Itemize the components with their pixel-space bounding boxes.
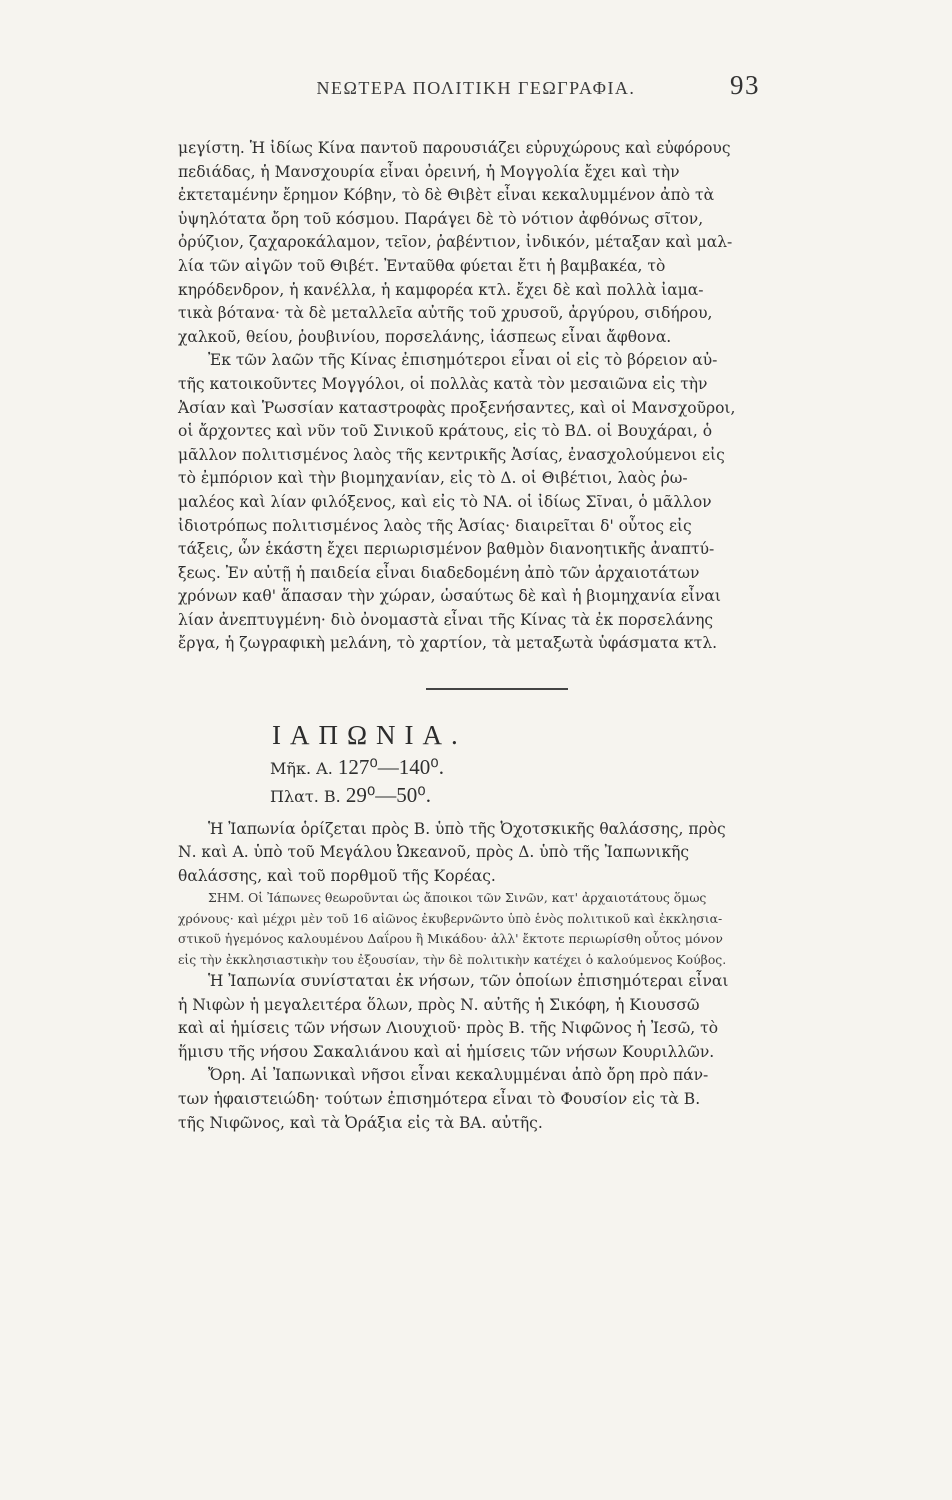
- latitude-line: [270, 782, 764, 810]
- text-line: χαλκοῦ, θείου, ῥουβινίου, πορσελάνης, ἰάσπεως εἶναι ἄφθονα.: [178, 327, 672, 346]
- text-line: Ἀσίαν καὶ Ῥωσσίαν καταστροφὰς προξενήσαντες, καὶ οἱ Μανσχοῦροι,: [178, 398, 736, 417]
- note-line: ΣΗΜ. Οἱ Ἰάπωνες θεωροῦνται ὡς ἄποικοι τῶν Σινῶν, κατ' ἀρχαιοτάτους ὅμως: [208, 890, 707, 906]
- text-line: τῆς Νιφῶνος, καὶ τὰ Ὀράξια εἰς τὰ ΒΑ. αὐτῆς.: [178, 1113, 543, 1132]
- text-line: λίαν ἀνεπτυγμένη· διὸ ὀνομαστὰ εἶναι τῆς Κίνας τὰ ἐκ πορσελάνης: [178, 610, 714, 629]
- text-line: Ἡ Ἰαπωνία συνίσταται ἐκ νήσων, τῶν ὁποίων ἐπισημότεραι εἶναι: [208, 972, 729, 991]
- text-line: τικὰ βότανα· τὰ δὲ μεταλλεῖα αὐτῆς τοῦ χρυσοῦ, ἀργύρου, σιδήρου,: [178, 304, 713, 323]
- running-header: [0, 70, 952, 100]
- page-number: 93: [730, 70, 760, 100]
- note-line: χρόνους· καὶ μέχρι μὲν τοῦ 16 αἰῶνος ἐκυβερνῶντο ὑπὸ ἑνὸς πολιτικοῦ καὶ ἐκκλησια-: [178, 910, 723, 926]
- text-line: ξεως. Ἐν αὐτῇ ἡ παιδεία εἶναι διαδεδομένη ἀπὸ τῶν ἀρχαιοτάτων: [178, 563, 700, 582]
- paragraph-china-products: [178, 137, 764, 349]
- text-line: κηρόδενδρον, ἡ κανέλλα, ἡ καμφορέα κτλ. ἔχει δὲ καὶ πολλὰ ἰαμα-: [178, 280, 704, 299]
- section-title: ΙΑΠΩΝΙΑ.: [272, 720, 467, 751]
- text-line: των ἡφαιστειώδη· τούτων ἐπισημότερα εἶναι τὸ Φουσίον εἰς τὰ Β.: [178, 1090, 701, 1109]
- text-line: οἱ ἄρχοντες καὶ νῦν τοῦ Σινικοῦ κράτους, εἰς τὸ ΒΔ. οἱ Βουχάραι, ὁ: [178, 422, 713, 441]
- text-line: τάξεις, ὧν ἑκάστη ἔχει περιωρισμένον βαθμὸν διανοητικῆς ἀναπτύ-: [178, 540, 715, 559]
- text-line: Ν. καὶ Α. ὑπὸ τοῦ Μεγάλου Ὠκεανοῦ, πρὸς Δ. ὑπὸ τῆς Ἰαπωνικῆς: [178, 843, 690, 862]
- latitude-value: 29⁰—50⁰.: [345, 782, 431, 807]
- note-line: εἰς τὴν ἐκκλησιαστικὴν του ἐξουσίαν, τὴν δὲ πολιτικὴν κατέχει ὁ καλούμενος Κούβος.: [178, 951, 727, 967]
- paragraph-japan-mountains: [178, 1064, 764, 1135]
- text-line: μαλέος καὶ λίαν φιλόξενος, καὶ εἰς τὸ ΝΑ. οἱ ἰδίως Σῖναι, ὁ μᾶλλον: [178, 492, 712, 511]
- text-line: τὸ ἐμπόριον καὶ τὴν βιομηχανίαν, εἰς τὸ Δ. οἱ Θιβέτιοι, λαὸς ῥω-: [178, 469, 688, 488]
- page-body: [178, 137, 764, 1135]
- text-line: ὀρύζιον, ζαχαροκάλαμον, τεῖον, ῥαβέντιον, ἰνδικόν, μέταξαν καὶ μαλ-: [178, 233, 733, 252]
- text-line: ὑψηλότατα ὄρη τοῦ κόσμου. Παράγει δὲ τὸ νότιον ἀφθόνως σῖτον,: [178, 209, 704, 228]
- longitude-label: Μῆκ. Α.: [270, 758, 333, 778]
- longitude-value: 127⁰—140⁰.: [337, 754, 444, 779]
- paragraph-japan-islands: [178, 970, 764, 1064]
- text-line: θαλάσσης, καὶ τοῦ πορθμοῦ τῆς Κορέας.: [178, 866, 496, 885]
- text-line: Ἐκ τῶν λαῶν τῆς Κίνας ἐπισημότεροι εἶναι οἱ εἰς τὸ βόρειον αὐ-: [208, 351, 718, 370]
- text-line: Ὄρη. Αἱ Ἰαπωνικαὶ νῆσοι εἶναι κεκαλυμμέναι ἀπὸ ὄρη πρὸ πάν-: [208, 1066, 709, 1085]
- text-line: μεγίστη. Ἡ ἰδίως Κίνα παντοῦ παρουσιάζει εὐρυχώρους καὶ εὐφόρους: [178, 139, 731, 157]
- text-line: μᾶλλον πολιτισμένος λαὸς τῆς κεντρικῆς Ἀσίας, ἐνασχολούμενοι εἰς: [178, 445, 725, 464]
- text-line: ἡ Νιφὼν ἡ μεγαλειτέρα ὅλων, πρὸς Ν. αὐτῆς ἡ Σικόφη, ἡ Κιουσσῶ: [178, 995, 700, 1014]
- text-line: ἰδιοτρόπως πολιτισμένος λαὸς τῆς Ἀσίας· διαιρεῖται δ' οὗτος εἰς: [178, 516, 692, 535]
- running-title: ΝΕΩΤΕΡΑ ΠΟΛΙΤΙΚΗ ΓΕΩΓΡΑΦΙΑ.: [316, 78, 636, 98]
- footnote-remark: [178, 888, 764, 970]
- text-line: ἥμισυ τῆς νήσου Σακαλιάνου καὶ αἱ ἡμίσεις τῶν νήσων Κουριλλῶν.: [178, 1042, 715, 1061]
- text-line: πεδιάδας, ἡ Μανσχουρία εἶναι ὀρεινή, ἡ Μογγολία ἔχει καὶ τὴν: [178, 162, 680, 181]
- text-line: ἔργα, ἡ ζωγραφικὴ μελάνη, τὸ χαρτίον, τὰ μεταξωτὰ ὑφάσματα κτλ.: [178, 634, 718, 653]
- coordinates-block: [178, 754, 764, 810]
- section-divider: [426, 688, 568, 690]
- text-line: χρόνων καθ' ἅπασαν τὴν χώραν, ὡσαύτως δὲ καὶ ἡ βιομηχανία εἶναι: [178, 587, 721, 606]
- note-line: στικοῦ ἡγεμόνος καλουμένου Δαΐρου ἢ Μικάδου· ἀλλ' ἔκτοτε περιωρίσθη οὗτος μόνον: [178, 931, 723, 947]
- text-line: ἐκτεταμένην ἔρημον Κόβην, τὸ δὲ Θιβὲτ εἶναι κεκαλυμμένον ἀπὸ τὰ: [178, 186, 715, 205]
- paragraph-japan-borders: [178, 818, 764, 889]
- latitude-label: Πλατ. Β.: [270, 786, 341, 806]
- text-line: λία τῶν αἰγῶν τοῦ Θιβέτ. Ἐνταῦθα φύεται ἔτι ἡ βαμβακέα, τὸ: [178, 256, 666, 275]
- text-line: τῆς κατοικοῦντες Μογγόλοι, οἱ πολλὰς κατὰ τὸν μεσαιῶνα εἰς τὴν: [178, 374, 708, 393]
- text-line: καὶ αἱ ἡμίσεις τῶν νήσων Λιουχιοῦ· πρὸς Β. τῆς Νιφῶνος ἡ Ἰεσῶ, τὸ: [178, 1019, 719, 1038]
- text-line: Ἡ Ἰαπωνία ὁρίζεται πρὸς Β. ὑπὸ τῆς Ὀχοτσκικῆς θαλάσσης, πρὸς: [208, 819, 726, 838]
- paragraph-china-peoples: [178, 349, 764, 656]
- longitude-line: [270, 754, 764, 782]
